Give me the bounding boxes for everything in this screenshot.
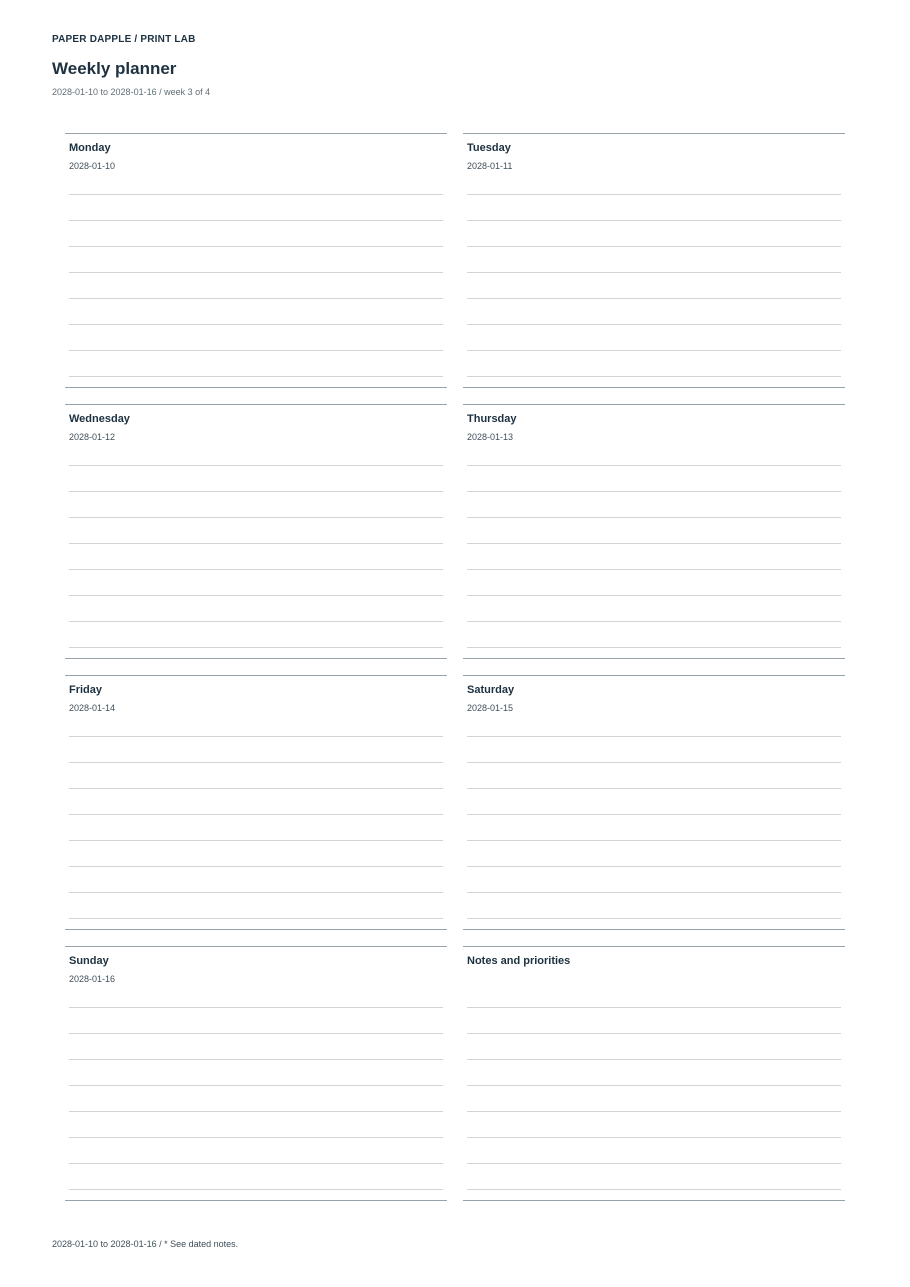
brand-label: PAPER DAPPLE / PRINT LAB [52,34,196,45]
day-cell-sunday [65,946,447,1201]
writing-lines[interactable] [69,1007,443,1215]
day-name: Saturday [467,684,515,696]
writing-line [467,866,841,892]
writing-line [69,736,443,762]
writing-line [69,814,443,840]
day-cell-thursday [463,404,845,659]
writing-lines[interactable] [69,194,443,402]
writing-line [467,892,841,918]
writing-line [467,788,841,814]
writing-line [69,595,443,621]
writing-line [467,465,841,491]
day-date: 2028-01-15 [467,703,514,713]
writing-line [69,621,443,647]
notes-cell [463,946,845,1201]
week-grid [65,133,845,1201]
writing-line [467,736,841,762]
day-date: 2028-01-11 [467,161,513,171]
writing-line [69,272,443,298]
writing-lines[interactable] [467,465,841,673]
writing-line [467,762,841,788]
writing-line [69,569,443,595]
writing-line [467,569,841,595]
writing-line [69,350,443,376]
day-date: 2028-01-10 [69,161,116,171]
writing-line [467,491,841,517]
writing-line [69,1007,443,1033]
writing-line [69,892,443,918]
writing-line [69,246,443,272]
writing-line [69,465,443,491]
writing-line [69,866,443,892]
writing-line [467,517,841,543]
writing-line [467,1007,841,1033]
writing-line [467,194,841,220]
day-cell-friday [65,675,447,930]
writing-lines[interactable] [467,1007,841,1215]
day-name: Sunday [69,955,109,967]
writing-line [69,543,443,569]
day-date: 2028-01-16 [69,974,116,984]
writing-line [69,918,443,944]
writing-line [69,517,443,543]
writing-line [69,647,443,673]
writing-line [69,220,443,246]
writing-line [69,1137,443,1163]
writing-line [69,840,443,866]
writing-line [467,1189,841,1215]
writing-line [69,762,443,788]
page-subtitle: 2028-01-10 to 2028-01-16 / week 3 of 4 [52,87,211,97]
notes-label: Notes and priorities [467,955,571,967]
writing-line [467,621,841,647]
writing-line [69,298,443,324]
writing-line [467,324,841,350]
day-name: Monday [69,142,111,154]
writing-line [467,1085,841,1111]
day-cell-saturday [463,675,845,930]
day-name: Tuesday [467,142,511,154]
writing-lines[interactable] [467,736,841,944]
page-footer: 2028-01-10 to 2028-01-16 / * See dated notes. [52,1239,239,1249]
writing-line [467,298,841,324]
day-cell-monday [65,133,447,388]
writing-line [69,1189,443,1215]
writing-line [467,246,841,272]
day-name: Thursday [467,413,517,425]
writing-line [69,324,443,350]
writing-line [467,1137,841,1163]
writing-lines[interactable] [69,736,443,944]
writing-line [69,491,443,517]
day-name: Friday [69,684,103,696]
day-cell-wednesday [65,404,447,659]
writing-line [69,194,443,220]
writing-line [467,1059,841,1085]
writing-line [467,543,841,569]
writing-line [467,840,841,866]
writing-line [69,1163,443,1189]
writing-line [69,1059,443,1085]
writing-line [69,1085,443,1111]
writing-line [467,647,841,673]
writing-lines[interactable] [467,194,841,402]
day-date: 2028-01-13 [467,432,514,442]
writing-line [467,350,841,376]
writing-line [69,376,443,402]
writing-line [467,1111,841,1137]
writing-line [69,788,443,814]
day-date: 2028-01-12 [69,432,116,442]
writing-line [467,1033,841,1059]
writing-line [69,1033,443,1059]
writing-lines[interactable] [69,465,443,673]
page-title: Weekly planner [52,59,177,78]
writing-line [467,272,841,298]
writing-line [467,1163,841,1189]
writing-line [69,1111,443,1137]
writing-line [467,376,841,402]
writing-line [467,595,841,621]
day-date: 2028-01-14 [69,703,116,713]
writing-line [467,814,841,840]
day-name: Wednesday [69,413,130,425]
writing-line [467,220,841,246]
day-cell-tuesday [463,133,845,388]
writing-line [467,918,841,944]
